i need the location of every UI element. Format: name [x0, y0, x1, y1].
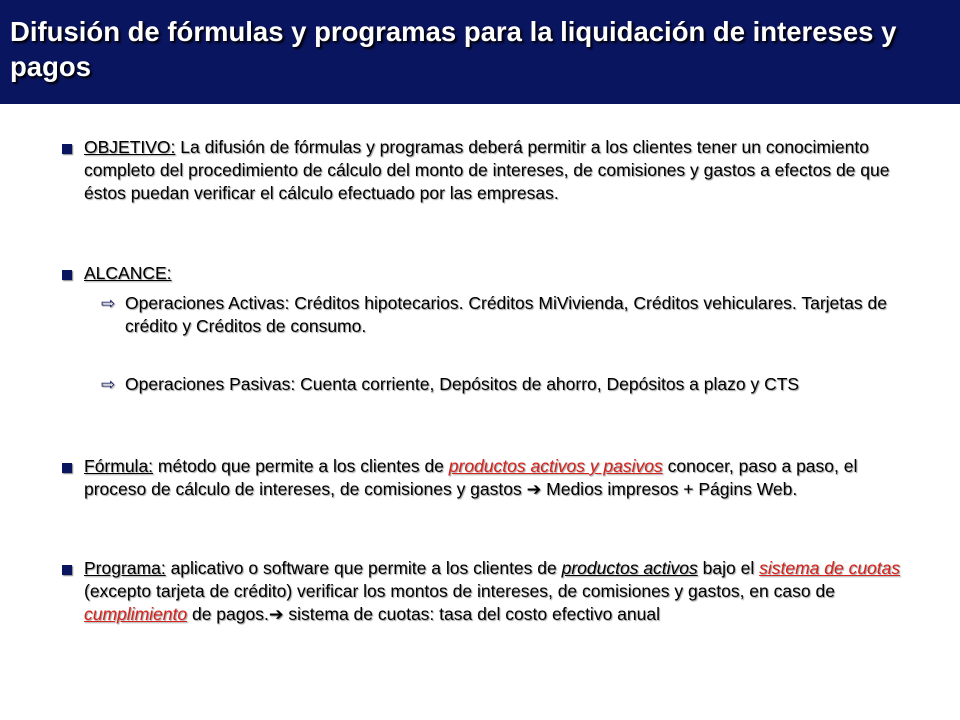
programa-text-2: bajo el — [697, 558, 760, 578]
alcance-item-pasivas — [101, 373, 905, 396]
square-bullet-icon — [62, 270, 72, 280]
bullet-formula — [84, 455, 914, 501]
programa-label: Programa: — [84, 558, 166, 578]
objetivo-label: OBJETIVO: — [84, 137, 176, 157]
programa-text-5: sistema de cuotas: tasa del costo efectivo anual — [283, 604, 660, 624]
square-bullet-icon — [62, 463, 72, 473]
alcance-item-activas — [101, 292, 905, 338]
slide-title: Difusión de fórmulas y programas para la liquidación de intereses y pagos — [10, 16, 897, 82]
hollow-arrow-icon: ⇨ — [101, 375, 116, 394]
bullet-alcance — [84, 262, 914, 285]
formula-highlight: productos activos y pasivos — [448, 456, 663, 476]
right-arrow-icon: ➔ — [526, 479, 542, 499]
formula-text-1: método que permite a los clientes de — [153, 456, 449, 476]
formula-text-3: Medios impresos + Págins Web. — [541, 479, 798, 499]
alcance-item-text: Operaciones Activas: Créditos hipotecarios. Créditos MiVivienda, Créditos vehiculares. Tarjetas de crédito y Créditos de consumo. — [125, 293, 887, 336]
alcance-item-text: Operaciones Pasivas: Cuenta corriente, Depósitos de ahorro, Depósitos a plazo y CTS — [125, 374, 800, 394]
bullet-programa — [84, 557, 914, 626]
right-arrow-icon: ➔ — [268, 604, 284, 624]
square-bullet-icon — [62, 144, 72, 154]
programa-text-4: de pagos. — [187, 604, 269, 624]
formula-label: Fórmula: — [84, 456, 154, 476]
hollow-arrow-icon: ⇨ — [101, 294, 116, 313]
programa-text-3: (excepto tarjeta de crédito) verificar los montos de intereses, de comisiones y gastos, en caso de — [84, 581, 835, 601]
bullet-objetivo — [84, 136, 914, 205]
alcance-label: ALCANCE: — [84, 263, 172, 283]
title-bar — [0, 0, 960, 104]
programa-highlight-1: sistema de cuotas — [759, 558, 901, 578]
programa-highlight-2: cumplimiento — [84, 604, 188, 624]
programa-italic: productos activos — [561, 558, 698, 578]
programa-text-1: aplicativo o software que permite a los clientes de — [165, 558, 562, 578]
formula-text-2: conocer, paso a paso, el proceso de cálculo de intereses, de comisiones y gastos — [84, 456, 858, 499]
square-bullet-icon — [62, 565, 72, 575]
objetivo-text: La difusión de fórmulas y programas deberá permitir a los clientes tener un conocimiento completo del procedimiento de cálculo del monto de intereses, de comisiones y gastos a efectos de que éstos puedan verificar el cálculo efectuado por las empresas. — [84, 137, 890, 203]
